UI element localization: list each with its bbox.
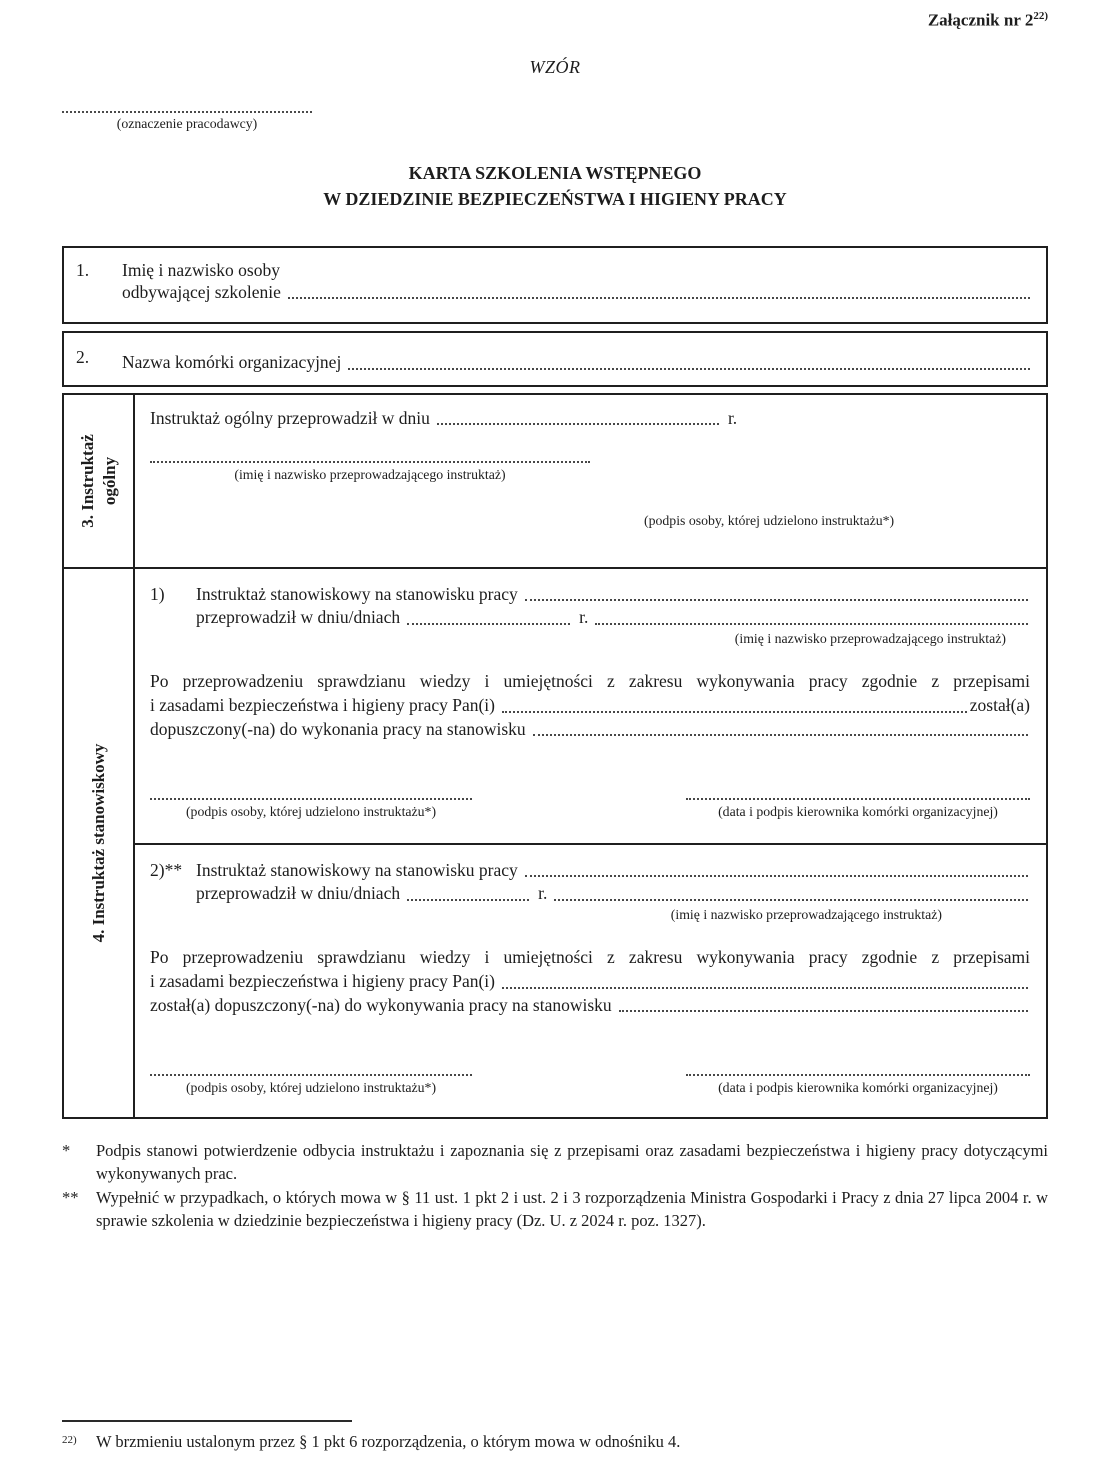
sub1-trainee-signature-caption: (podpis osoby, której udzielono instruktażu*) <box>185 804 437 820</box>
footnote-star-marker: * <box>62 1140 71 1160</box>
bottom-note-text: W brzmieniu ustalonym przez § 1 pkt 6 rozporządzenia, o którym mowa w odnośniku 4. <box>96 1432 681 1451</box>
sub1-date-fill-line <box>407 623 570 625</box>
row2-content <box>122 347 1032 375</box>
attachment-footnote-ref: 22) <box>1033 10 1048 22</box>
sub2-manager-signature-fill-line <box>686 1073 1030 1076</box>
footnotes <box>62 1139 1048 1233</box>
section-general-instruction <box>64 395 1046 567</box>
sub2-para-line3 <box>150 994 1030 1018</box>
attachment-label <box>62 10 1048 31</box>
training-sections-table <box>62 393 1048 1119</box>
sub1-trainee-signature-block <box>150 797 472 820</box>
bottom-note-marker: 22) <box>62 1434 77 1446</box>
form-title-line1: KARTA SZKOLENIA WSTĘPNEGO <box>408 162 702 183</box>
sub2-paragraph <box>150 945 1030 1017</box>
sub1-workstation-fill-line <box>525 599 1028 601</box>
org-unit-fill-line <box>348 368 1030 370</box>
footnote-double-star-marker: ** <box>62 1187 79 1207</box>
sub2-number: 2)** <box>150 859 183 880</box>
sub1-admitted-word: został(a) <box>969 694 1030 715</box>
trainee-name-fill-line <box>288 297 1030 299</box>
section3-date-line <box>150 407 1030 431</box>
sub2-instructor-caption: (imię i nazwisko przeprowadzającego instruktaż) <box>670 907 942 923</box>
sub2-date-fill-line <box>407 899 529 901</box>
sub2-position-fill-line <box>619 1010 1028 1012</box>
sub1-manager-signature-block <box>686 797 1030 820</box>
sub2-line1 <box>150 859 1030 883</box>
section3-signature-block <box>644 513 1030 529</box>
sub1-line2 <box>196 606 1030 630</box>
sub2-person-fill-line <box>502 987 1028 989</box>
sub2-date-label: przeprowadził w dniu/dniach <box>196 883 401 904</box>
sub1-person-fill-line <box>502 711 967 713</box>
sub1-instructor-fill-line <box>595 623 1028 625</box>
sub1-number: 1) <box>150 583 165 604</box>
subsection-1 <box>135 569 1046 845</box>
sub2-workstation-label: Instruktaż stanowiskowy na stanowisku pracy <box>196 859 518 880</box>
sub2-workstation-fill-line <box>525 875 1028 877</box>
sub1-position-label: dopuszczony(-na) do wykonania pracy na stanowisku <box>150 718 526 739</box>
sub2-signature-row <box>150 1073 1030 1096</box>
sub1-instructor-caption: (imię i nazwisko przeprowadzającego instruktaż) <box>734 631 1006 647</box>
sub2-para-line1: Po przeprowadzeniu sprawdzianu wiedzy i umiejętności z zakresu wykonywania pracy zgodnie z przepisami <box>150 947 1030 968</box>
sub2-line2 <box>196 882 1030 906</box>
section-workstation-instruction <box>64 567 1046 1117</box>
sub1-manager-signature-fill-line <box>686 797 1030 800</box>
sub1-date-label: przeprowadził w dniu/dniach <box>196 607 401 628</box>
row-org-unit <box>62 331 1048 387</box>
sub2-manager-signature-block <box>686 1073 1030 1096</box>
footnote-double-star <box>62 1186 1048 1233</box>
sub1-line1 <box>150 583 1030 607</box>
attachment-text: Załącznik nr 2 <box>927 10 1034 30</box>
section3-side-label-line2: ogólny <box>99 456 119 505</box>
sub1-para-line1: Po przeprowadzeniu sprawdzianu wiedzy i umiejętności z zakresu wykonywania pracy zgodnie z przepisami <box>150 671 1030 692</box>
bottom-reference-note <box>62 1420 1048 1452</box>
employer-designation-block <box>62 110 312 132</box>
general-instruction-date-fill-line <box>437 423 719 425</box>
sub2-instructor-fill-line <box>554 899 1028 901</box>
sub2-person-label: i zasadami bezpieczeństwa i higieny pracy Pan(i) <box>150 970 495 991</box>
section4-content <box>135 569 1046 1117</box>
row-trainee-name <box>62 246 1048 324</box>
footnote-star <box>62 1139 1048 1186</box>
form-title-line2: W DZIEDZINIE BEZPIECZEŃSTWA I HIGIENY PRACY <box>323 188 787 209</box>
sub2-year-abbr: r. <box>538 883 548 904</box>
sub1-trainee-signature-fill-line <box>150 797 472 800</box>
row1-number: 1. <box>76 259 90 280</box>
section4-side-label: 4. Instruktaż stanowiskowy <box>88 743 108 943</box>
row1-label-line2 <box>122 281 1032 305</box>
row1-content <box>122 260 1032 312</box>
row2-number: 2. <box>76 346 90 367</box>
sub2-trainee-signature-caption: (podpis osoby, której udzielono instruktażu*) <box>185 1080 437 1096</box>
sub1-position-fill-line <box>533 734 1028 736</box>
employer-fill-line <box>62 110 312 113</box>
sub1-para-line3 <box>150 718 1030 742</box>
section3-date-label: Instruktaż ogólny przeprowadził w dniu <box>150 407 430 428</box>
sub1-person-label: i zasadami bezpieczeństwa i higieny pracy Pan(i) <box>150 694 495 715</box>
sub1-year-abbr: r. <box>579 607 589 628</box>
sub2-trainee-signature-fill-line <box>150 1073 472 1076</box>
sub2-para-line2 <box>150 970 1030 994</box>
row1-label-line2-text: odbywającej szkolenie <box>122 281 281 302</box>
form-title <box>62 160 1048 212</box>
section3-content <box>135 395 1046 567</box>
instructor-name-caption: (imię i nazwisko przeprowadzającego instruktaż) <box>234 467 506 483</box>
sub1-manager-signature-caption: (data i podpis kierownika komórki organizacyjnej) <box>718 804 998 820</box>
section3-side-label <box>76 434 120 528</box>
footnote-separator-line <box>62 1420 352 1422</box>
footnote-star-text: Podpis stanowi potwierdzenie odbycia instruktażu i zapoznania się z przepisami oraz zasadami bezpieczeństwa i higieny pracy dotyczącymi wykonywanych prac. <box>96 1140 1048 1184</box>
section3-side-cell <box>64 395 135 567</box>
trainee-signature-caption: (podpis osoby, której udzielono instruktażu*) <box>644 513 895 529</box>
section3-instructor-block <box>150 460 590 483</box>
section4-side-cell <box>64 569 135 1117</box>
sub2-trainee-signature-block <box>150 1073 472 1096</box>
subsection-2 <box>135 845 1046 1117</box>
instructor-name-fill-line <box>150 460 590 463</box>
employer-caption: (oznaczenie pracodawcy) <box>116 115 258 131</box>
row2-label: Nazwa komórki organizacyjnej <box>122 352 342 373</box>
row1-label-line1: Imię i nazwisko osoby <box>122 259 280 280</box>
footnote-double-star-text: Wypełnić w przypadkach, o których mowa w § 11 ust. 1 pkt 2 i ust. 2 i 3 rozporządzenia Ministra Gospodarki i Pracy z dnia 27 lipca 2004 r. w sprawie szkolenia w dziedzinie bezpieczeństwa i higieny pracy (Dz. U. z 2024 r. poz. 1327). <box>96 1187 1048 1231</box>
sub2-position-label: został(a) dopuszczony(-na) do wykonywania pracy na stanowisku <box>150 994 612 1015</box>
sub1-para-line2 <box>150 694 1030 718</box>
sub1-workstation-label: Instruktaż stanowiskowy na stanowisku pracy <box>196 583 518 604</box>
sub2-manager-signature-caption: (data i podpis kierownika komórki organizacyjnej) <box>718 1080 998 1096</box>
sub1-paragraph <box>150 669 1030 741</box>
specimen-label: WZÓR <box>529 56 581 77</box>
section3-side-label-line1: 3. Instruktaż <box>77 434 97 528</box>
bottom-note-body <box>62 1432 1048 1452</box>
section3-year-abbr: r. <box>727 407 738 428</box>
sub1-signature-row <box>150 797 1030 820</box>
